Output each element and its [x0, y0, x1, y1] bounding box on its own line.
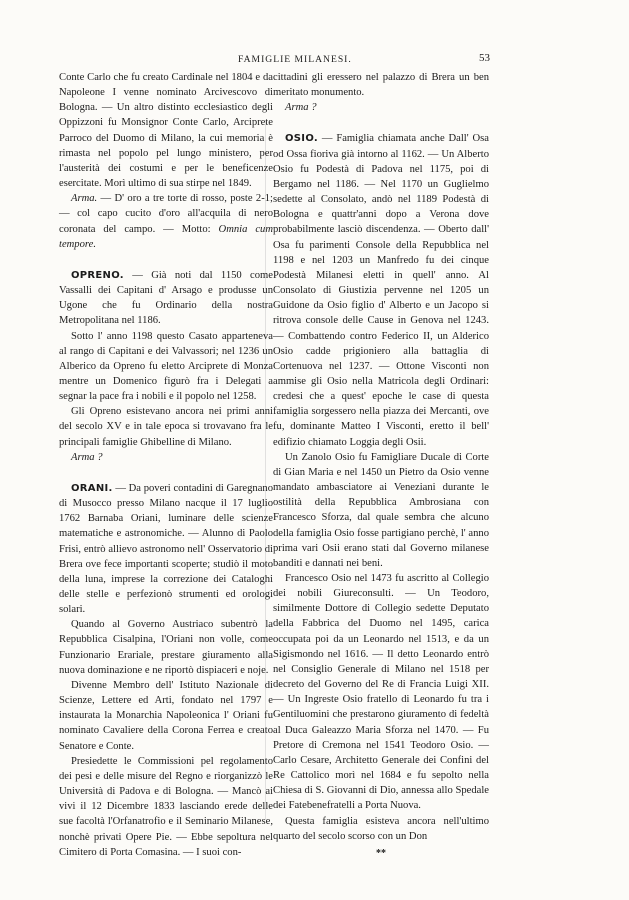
entry-osio	[273, 131, 489, 861]
entry-heading: OPRENO.	[71, 269, 124, 281]
page-header	[58, 52, 490, 68]
left-column	[59, 70, 273, 860]
running-title: FAMIGLIE MILANESI.	[238, 54, 352, 65]
oppizzoni-arms	[59, 191, 273, 252]
opreno-arms: Arma ?	[71, 451, 103, 463]
entry-heading: ORANI.	[71, 482, 113, 494]
osio-paragraph-3: Francesco Osio nel 1473 fu ascritto al Collegio dei nobili Giureconsulti. — Un Teodoro, similmente Dottore di Collegio sedette Deputato della Fabbrica del Duomo nel 1495, carica occupata poi da un Leonardo nel 1513, e da un Sigismondo nel 1616. — Il detto Leonardo entrò nel Consiglio Generale di Milano nel 1518 per decreto del Governo del Re di Francia Luigi XII. — Un Ingreste Osio fratello di Leonardo fu tra i Gentiluomini che prestarono giuramento di fedeltà al Duca Galeazzo Maria Sforza nel 1470. — Fu Pretore di Cremona nel 1541 Teodoro Osio. — Carlo Cesare, Architetto Generale dei Confini del Re Cattolico morì nel 1684 e fu sepolto nella Chiesa di S. Giovanni di Dio, annessa allo Spedale dei Fatebenefratelli a Porta Nuova.	[273, 573, 489, 812]
osio-paragraph-2: Un Zanolo Osio fu Famigliare Ducale di Corte di Gian Maria e nel 1450 un Pietro da Osio venne mandato ambasciatore ai Veneziani durante le ostilità della Repubblica Ambrosiana con Francesco Sforza, dal quale sembra che alcuno della famiglia Osio fosse partigiano perchè, l' anno prima vari Osii erano stati dal Governo milanese banditi e dannati nei beni.	[273, 451, 489, 569]
orani-arms: Arma ?	[285, 102, 317, 114]
osio-paragraph-4: Questa famiglia esisteva ancora nell'ultimo quarto del secolo scorso con un Don	[273, 815, 489, 842]
entry-opreno	[59, 268, 273, 465]
osio-paragraph-1	[273, 131, 489, 449]
paragraph-text: — Famiglia chiamata anche Dall' Osa od Ossa fioriva già intorno al 1162. — Un Alberto Osio fu Podestà di Padova nel 1175, poi di Bergamo nel 1186. — Nel 1170 un Guglielmo sedette al Consolato, andò nel 1189 Podestà di Bologna e quattr'anni dopo a Verona dove probabilmente lasciò discendenza. — Oberto dall' Osa fu parimenti Console della Repubblica nel 1198 e nel 1203 un Manfredo fu dei cinque Podestà Milanesi eletti in quell' anno. Al Consolato di Giustizia pervenne nel 1205 un Guidone da Osio figlio d' Alberto e un Jacopo si ritrova console delle Cause in Genova nel 1243. — Combattendo contro Federico II, un Alderico Osio cadde prigioniero alla battaglia di Cortenuova nel 1237. — Ottone Visconti non ammise gli Osio nella Matricola degli Ordinari: credesi che a quest' epoche le case di questa famiglia sorgessero nella piazza dei Mercanti, ove fu, dominante Matteo I Visconti, eretto il bell' edifizio chiamato Loggia degli Osii.	[273, 133, 489, 448]
oppizzoni-continuation: Conte Carlo che fu creato Cardinale nel 1804 e da Napoleone I venne nominato Arcivescovo di Bologna. — Un altro distinto ecclesiastico degli Oppizzoni fu Monsignor Conte Carlo, Arciprete Parroco del Duomo di Milano, la cui memoria è rimasta nel popolo pel lungo ministero, per l'austerità dei costumi e per le beneficenze esercitate. Morì ultimo di sua stirpe nel 1849.	[59, 72, 273, 190]
motto-text: Omnia cum tempore.	[59, 223, 273, 250]
page-number: 53	[479, 52, 490, 64]
opreno-paragraph-1	[59, 268, 273, 329]
arms-text: — D' oro a tre torte di rosso, poste 2-1; — col capo cucito d'oro all'acquila di nero coronata del campo. — Motto:	[59, 193, 273, 235]
orani-paragraph-1	[59, 481, 273, 617]
entry-heading: OSIO.	[285, 133, 319, 145]
entry-orani	[59, 481, 273, 860]
orani-paragraph-4: Presiedette le Commissioni pel regolamento dei pesi e delle misure del Regno e riorganizzò le Università di Padova e di Bologna. — Mancò ai vivi il 12 Dicembre 1833 lasciando erede delle sue facoltà l'Orfanatrofio e il Seminario Milanese, nonchè privati Opere Pie. — Ebbe sepoltura nel Cimitero di Porta Comasina. — I suoi con-	[59, 755, 273, 858]
continuation-mark: **	[376, 847, 386, 859]
opreno-paragraph-2: Sotto l' anno 1198 questo Casato apparteneva al rango di Capitani e dei Valvassori; nel 1236 un Alberico da Opreno fu eletto Arciprete di Monza mentre un Domenico figurò fra i Delegati a segnar la pace fra i nobili e il popolo nel 1258.	[59, 330, 273, 403]
orani-paragraph-2: Quando al Governo Austriaco subentrò la Repubblica Cisalpina, l'Oriani non volle, come Funzionario Erariale, prestare giuramento alla nuova dominazione e ne riportò dispiaceri e noje.	[59, 619, 273, 676]
arms-label: Arma.	[71, 193, 98, 205]
paragraph-text: — Da poveri contadini di Garegnano di Musocco presso Milano nacque il 17 luglio 1762 Barnaba Oriani, luminare delle scienze matematiche e astronomiche. — Alunno di Paolo Frisi, entrò allievo astronomo nell' Osservatorio di Brera ove fece importanti scoperte; studiò il moto della luna, imprese la correzione dei Cataloghi delle stelle e perfezionò strumenti ed orologi solari.	[59, 482, 273, 616]
right-column	[273, 70, 489, 861]
paragraph-text: — Già noti dal 1150 come Vassalli dei Capitani d' Arsago e produsse un Ugone che fu Ordinario della nostra Metropolitana nel 1186.	[59, 269, 273, 327]
orani-continuation: cittadini gli eressero nel palazzo di Brera un ben meritato monumento.	[273, 72, 489, 99]
opreno-paragraph-3: Gli Opreno esistevano ancora nei primi anni del secolo XV e in tale epoca si trovavano fra le principali famiglie Ghibelline di Milano.	[59, 406, 273, 448]
orani-paragraph-3: Divenne Membro dell' Istituto Nazionale di Scienze, Lettere ed Arti, fondato nel 1797 e instaurata la Monarchia Napoleonica l' Oriani fu nominato Cavaliere della Corona Ferrea e creato Senatore e Conte.	[59, 679, 273, 752]
